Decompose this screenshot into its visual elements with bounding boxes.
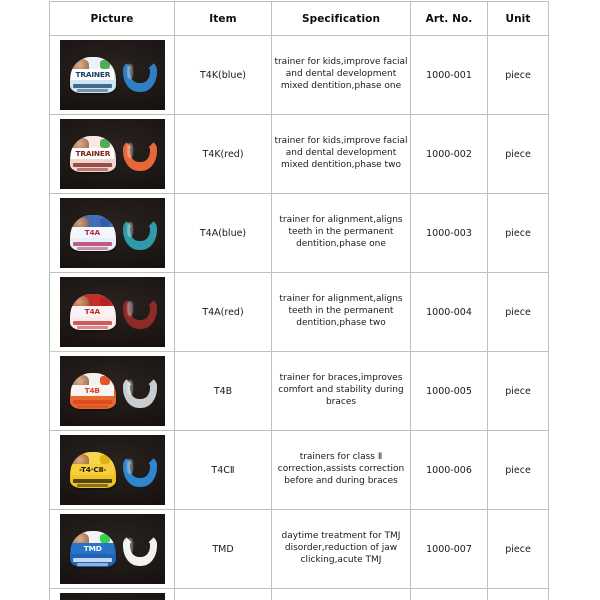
table-row	[50, 273, 549, 352]
product-unit: piece	[488, 115, 549, 194]
product-case-icon: TRAINER	[70, 136, 116, 172]
product-photo[interactable]	[60, 356, 165, 426]
product-item-name: T4K(blue)	[175, 36, 272, 115]
mouthguard-icon	[123, 297, 157, 329]
product-photo[interactable]	[60, 198, 165, 268]
product-photo[interactable]	[60, 119, 165, 189]
product-specification	[272, 589, 411, 600]
product-item-name: TMD	[175, 510, 272, 589]
product-photo[interactable]	[60, 593, 165, 600]
product-photo[interactable]	[60, 277, 165, 347]
product-unit: piece	[488, 431, 549, 510]
product-case-icon: T4A	[70, 215, 116, 251]
table-row	[50, 36, 549, 115]
table-header-row	[50, 2, 549, 36]
product-art-no: 1000-007	[411, 510, 488, 589]
product-case-icon: T4A	[70, 294, 116, 330]
product-unit	[488, 589, 549, 600]
product-photo-cell[interactable]	[50, 36, 175, 115]
product-specification: trainers for class Ⅱ correction,assists correction before and during braces	[272, 431, 411, 510]
table-body	[50, 36, 549, 600]
product-case-icon: -T4·CⅡ-	[70, 452, 116, 488]
product-unit: piece	[488, 510, 549, 589]
product-case-icon: TRAINER	[70, 57, 116, 93]
mouthguard-icon	[123, 455, 157, 487]
product-art-no: 1000-005	[411, 352, 488, 431]
product-photo-cell[interactable]	[50, 431, 175, 510]
product-item-name: T4A(blue)	[175, 194, 272, 273]
product-art-no: 1000-003	[411, 194, 488, 273]
mouthguard-icon	[123, 60, 157, 92]
mouthguard-icon	[123, 218, 157, 250]
product-photo[interactable]	[60, 40, 165, 110]
mouthguard-icon	[123, 376, 157, 408]
table-row	[50, 589, 549, 600]
product-photo-cell[interactable]	[50, 194, 175, 273]
product-unit: piece	[488, 194, 549, 273]
product-unit: piece	[488, 36, 549, 115]
product-case-icon: TMD	[70, 531, 116, 567]
product-specification: trainer for braces,improves comfort and stability during braces	[272, 352, 411, 431]
product-item-name: T4CⅡ	[175, 431, 272, 510]
product-item-name: T4A(red)	[175, 273, 272, 352]
product-art-no: 1000-004	[411, 273, 488, 352]
table-row	[50, 431, 549, 510]
table-row	[50, 352, 549, 431]
product-art-no	[411, 589, 488, 600]
table-row	[50, 194, 549, 273]
product-photo-cell[interactable]	[50, 352, 175, 431]
column-header-unit: Unit	[488, 2, 549, 36]
product-photo[interactable]	[60, 514, 165, 584]
product-specification: daytime treatment for TMJ disorder,reduction of jaw clicking,acute TMJ	[272, 510, 411, 589]
table-row	[50, 510, 549, 589]
product-photo[interactable]	[60, 435, 165, 505]
column-header-picture: Picture	[50, 2, 175, 36]
column-header-specification: Specification	[272, 2, 411, 36]
product-photo-cell[interactable]	[50, 273, 175, 352]
product-specification: trainer for kids,improve facial and dental development mixed dentition,phase two	[272, 115, 411, 194]
product-unit: piece	[488, 273, 549, 352]
column-header-art-no: Art. No.	[411, 2, 488, 36]
column-header-item: Item	[175, 2, 272, 36]
product-specification: trainer for alignment,aligns teeth in the permanent dentition,phase one	[272, 194, 411, 273]
product-item-name: T4B	[175, 352, 272, 431]
product-specification: trainer for kids,improve facial and dental development mixed dentition,phase one	[272, 36, 411, 115]
product-photo-cell[interactable]	[50, 589, 175, 600]
product-art-no: 1000-001	[411, 36, 488, 115]
product-photo-cell[interactable]	[50, 510, 175, 589]
product-item-name	[175, 589, 272, 600]
product-case-icon: T4B	[70, 373, 116, 409]
product-photo-cell[interactable]	[50, 115, 175, 194]
product-art-no: 1000-002	[411, 115, 488, 194]
table-row	[50, 115, 549, 194]
product-art-no: 1000-006	[411, 431, 488, 510]
mouthguard-icon	[123, 139, 157, 171]
product-specification: trainer for alignment,aligns teeth in the permanent dentition,phase two	[272, 273, 411, 352]
product-item-name: T4K(red)	[175, 115, 272, 194]
product-catalog-table	[49, 1, 549, 600]
mouthguard-icon	[123, 534, 157, 566]
table-header	[50, 2, 549, 36]
product-unit: piece	[488, 352, 549, 431]
